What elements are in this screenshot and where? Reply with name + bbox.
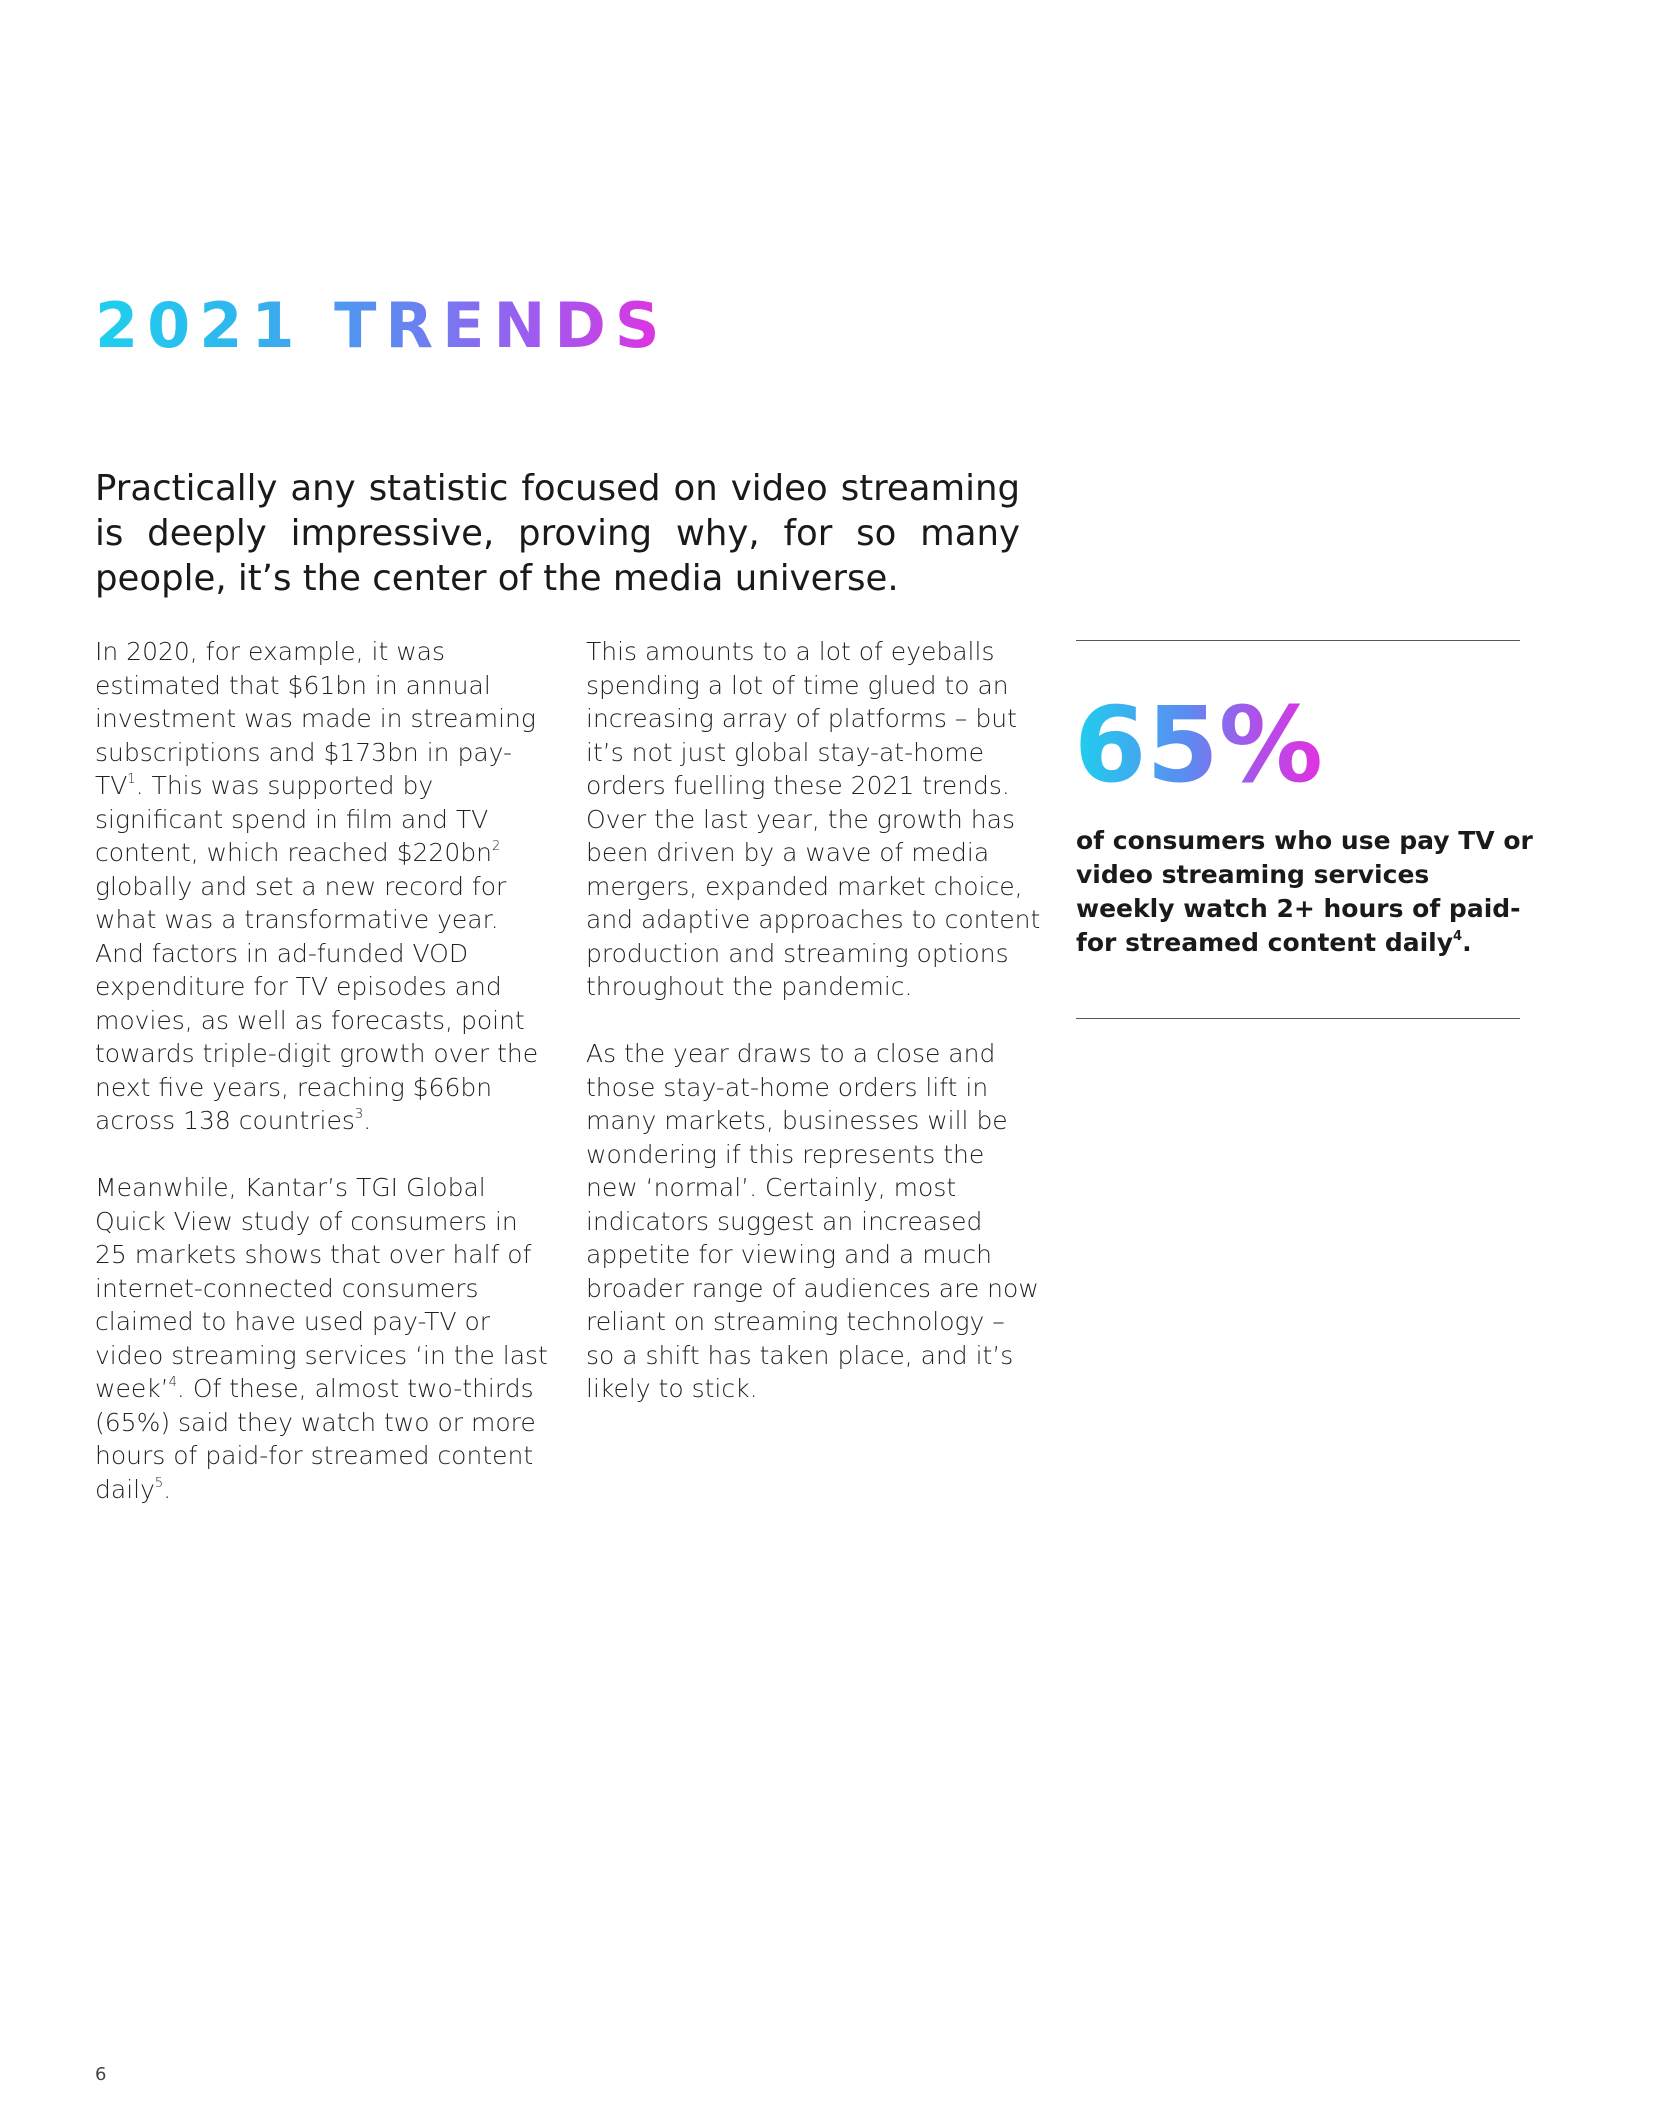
lead-paragraph: Practically any statistic focused on video streaming is deeply impressive, proving why, for so many people, it’s the center of the media universe.: [95, 468, 1020, 599]
callout-stat-value: 65%: [1074, 684, 1323, 806]
footnote-ref: 1: [127, 772, 136, 787]
footnote-ref: 2: [491, 839, 501, 854]
body-paragraph: In 2020, for example, it was estimated that $61bn in annual investment was made in streaming subscriptions and $173bn in pay-$TV^1$. This was supported by significant spend in film and TV content, which reached $\$220bn^2$ globally and set a new record for what was a transformative year. And factors in ad-funded VOD expenditure for TV episodes and movies, as well as forecasts, point towards triple-digit growth over the next five years, reaching $66bn across 138 countries$^3$.: [95, 637, 539, 1135]
footnote-ref: 4: [1453, 929, 1463, 944]
footnote-ref: 5: [154, 1475, 164, 1491]
page-number: 6: [95, 2064, 107, 2085]
body-paragraph: This amounts to a lot of eyeballs spending a lot of time glued to an increasing array of platforms – but it’s not just global stay-at-home orders fuelling these 2021 trends. Over the last year, the growth has been driven by a wave of media mergers, expanded market choice, and adaptive approaches to content production and streaming options throughout the pandemic.: [586, 637, 1041, 1001]
callout-divider-top: [1076, 640, 1520, 641]
callout-divider-bottom: [1076, 1018, 1520, 1019]
body-column-left: [95, 635, 550, 1540]
body-paragraph: As the year draws to a close and those stay-at-home orders lift in many markets, businesses will be wondering if this represents the new ‘normal’. Certainly, most indicators suggest an increased appetite for viewing and a much broader range of audiences are now reliant on streaming technology – so a shift has taken place, and it’s likely to stick.: [586, 1039, 1039, 1403]
body-paragraph: Meanwhile, Kantar’s TGI Global Quick View study of consumers in 25 markets shows that over half of internet-connected consumers claimed to have used pay-TV or video streaming services ‘in the last week’$^4$. Of these, almost two-thirds (65%) said they watch two or more hours of paid-for streamed content daily$^5$.: [95, 1173, 548, 1504]
footnote-ref: 3: [354, 1107, 364, 1122]
page-title: 2021 TRENDS: [95, 289, 669, 362]
footnote-ref: 4: [168, 1375, 177, 1390]
body-column-right: [586, 635, 1041, 1439]
callout-stat-caption: of consumers who use pay TV or video streaming services weekly watch 2+ hours of paid-for streamed content daily$^4$.: [1076, 826, 1533, 957]
